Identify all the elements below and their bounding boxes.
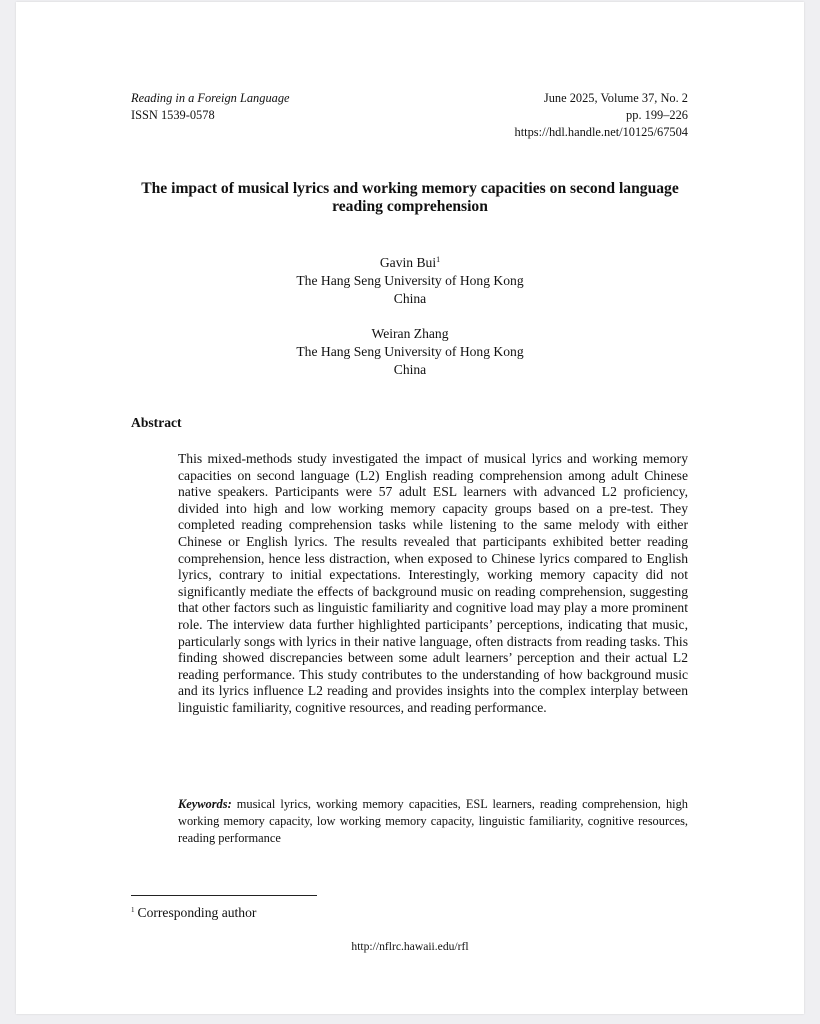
footnote-mark[interactable]: 1 (436, 255, 441, 264)
author-affiliation: The Hang Seng University of Hong Kong (296, 273, 524, 288)
author-block-2 (116, 325, 704, 379)
abstract-text: This mixed-methods study investigated the impact of musical lyrics and working memory capacities on second language (L2) English reading comprehension among adult Chinese native speakers. Participants were 57 adult ESL learners with advanced L2 proficiency, divided into high and low working memory capacity groups based on a pre-test. They completed reading comprehension tasks while listening to the same melody with either Chinese or English lyrics. The results revealed that participants exhibited better reading comprehension, hence less distraction, when exposed to Chinese lyrics compared to English lyrics, contrary to initial expectations. Interestingly, working memory capacity did not significantly mediate the effects of background music on reading comprehension, suggesting that other factors such as linguistic familiarity and cognitive load may play a more prominent role. The interview data further highlighted participants’ perceptions, indicating that music, particularly songs with lyrics in their native language, often distracts from reading tasks. This finding showed discrepancies between some adult learners’ perception and their actual L2 reading performance. This study contributes to the understanding of how background music and its lyrics influence L2 reading and provides insights into the complex interplay between linguistic familiarity, cognitive resources, and reading performance. (178, 451, 688, 715)
author-name: Gavin Bui (379, 255, 437, 270)
paper-page (16, 2, 804, 1014)
author-country: China (393, 362, 427, 377)
journal-info (131, 90, 290, 123)
keywords-text: musical lyrics, working memory capacities, ESL learners, reading comprehension, high working memory capacity, low working memory capacity, linguistic familiarity, cognitive resources, reading performance (178, 797, 688, 845)
author-block-1 (116, 254, 704, 308)
issue-info (515, 90, 688, 141)
keywords-label: Keywords: (178, 797, 232, 811)
journal-name: Reading in a Foreign Language (131, 91, 290, 105)
author-name: Weiran Zhang (371, 326, 449, 341)
page-range: pp. 199–226 (626, 108, 688, 122)
paper-title: The impact of musical lyrics and working memory capacities on second language reading comprehension (141, 180, 679, 215)
abstract-heading: Abstract (131, 415, 182, 430)
author-country: China (393, 291, 427, 306)
journal-issn: ISSN 1539-0578 (131, 107, 215, 122)
issue-date-volume: June 2025, Volume 37, No. 2 (543, 91, 688, 105)
author-affiliation: The Hang Seng University of Hong Kong (296, 344, 524, 359)
footnote (131, 905, 256, 921)
footnote-divider (131, 895, 317, 896)
footer-url[interactable]: http://nflrc.hawaii.edu/rfl (351, 940, 469, 953)
footnote-number: 1 (131, 906, 135, 914)
handle-link[interactable]: https://hdl.handle.net/10125/67504 (514, 125, 688, 139)
footnote-text: Corresponding author (137, 905, 257, 920)
keywords (178, 796, 688, 847)
